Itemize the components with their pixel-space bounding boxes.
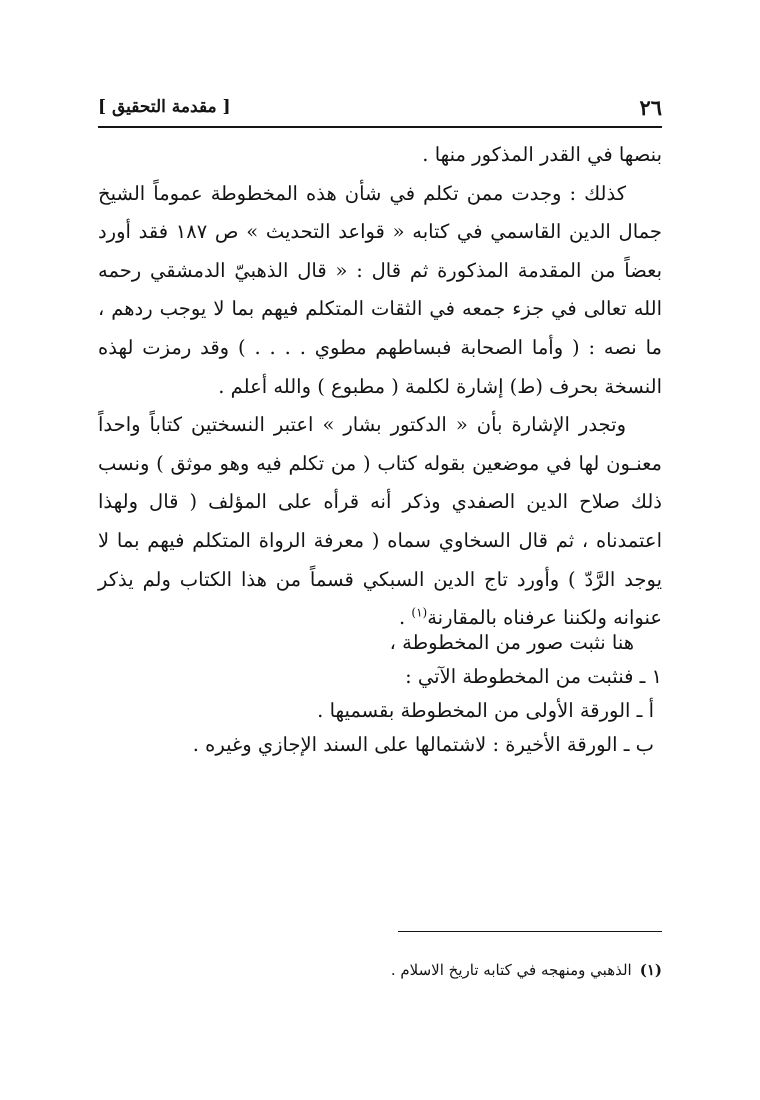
manuscript-images-list xyxy=(98,626,662,762)
paragraph-bashar-text: وتجدر الإشارة بأن « الدكتور بشار » اعتبر النسختين كتاباً واحداً معنـون لها في موضعين بقوله كتاب ( من تكلم فيه وهو موثق ) ونسب ذلك صلاح الدين الصفدي وذكر أنه قرأه على المؤلف ( قال ولهذا اعتمدناه ، ثم قال السخاوي سماه ( معرفة الرواة المتكلم فيهم بما لا يوجد الرَّدّ ) وأورد تاج الدين السبكي قسماً من هذا الكتاب ولم يذكر عنوانه ولكننا عرفناه بالمقارنة xyxy=(98,413,662,630)
paragraph-continuation: بنصها في القدر المذكور منها . xyxy=(422,143,662,166)
main-text xyxy=(98,136,662,638)
header-rule xyxy=(98,126,662,128)
footnote-text: الذهبي ومنهجه في كتابه تاريخ الاسلام . xyxy=(390,961,632,979)
footnote-reference: (١) xyxy=(411,605,428,620)
list-item-b: ب ـ الورقة الأخيرة : لاشتمالها على السند الإجازي وغيره . xyxy=(192,733,654,756)
list-intro: هنا نثبت صور من المخطوطة ، xyxy=(389,631,634,654)
running-head: [ مقدمة التحقيق ] xyxy=(98,97,231,117)
paragraph-bashar xyxy=(98,406,662,638)
footnote-separator xyxy=(398,931,662,932)
paragraph-bashar-end: . xyxy=(398,606,412,630)
list-item-a: أ ـ الورقة الأولى من المخطوطة بقسميها . xyxy=(317,699,654,722)
page-header xyxy=(98,90,662,124)
footnote-marker: (١) xyxy=(639,961,662,979)
list-item-1: ١ ـ فنثبت من المخطوطة الآتي : xyxy=(405,665,662,688)
paragraph-qasimi: كذلك : وجدت ممن تكلم في شأن هذه المخطوطة عموماً الشيخ جمال الدين القاسمي في كتابه « قواعد التحديث » ص ١٨٧ فقد أورد بعضاً من المقدمة المذكورة ثم قال : « قال الذهبيّ الدمشقي رحمه الله تعالى في جزء جمعه في الثقات المتكلم فيهم بما لا يوجب ردهم ، ما نصه : ( وأما الصحابة فبساطهم مطوي . . . . ) وقد رمزت لهذه النسخة بحرف (ط) إشارة لكلمة ( مطبوع ) والله أعلم . xyxy=(98,181,662,398)
footnote xyxy=(98,957,662,983)
page-number: ٢٦ xyxy=(639,94,662,120)
